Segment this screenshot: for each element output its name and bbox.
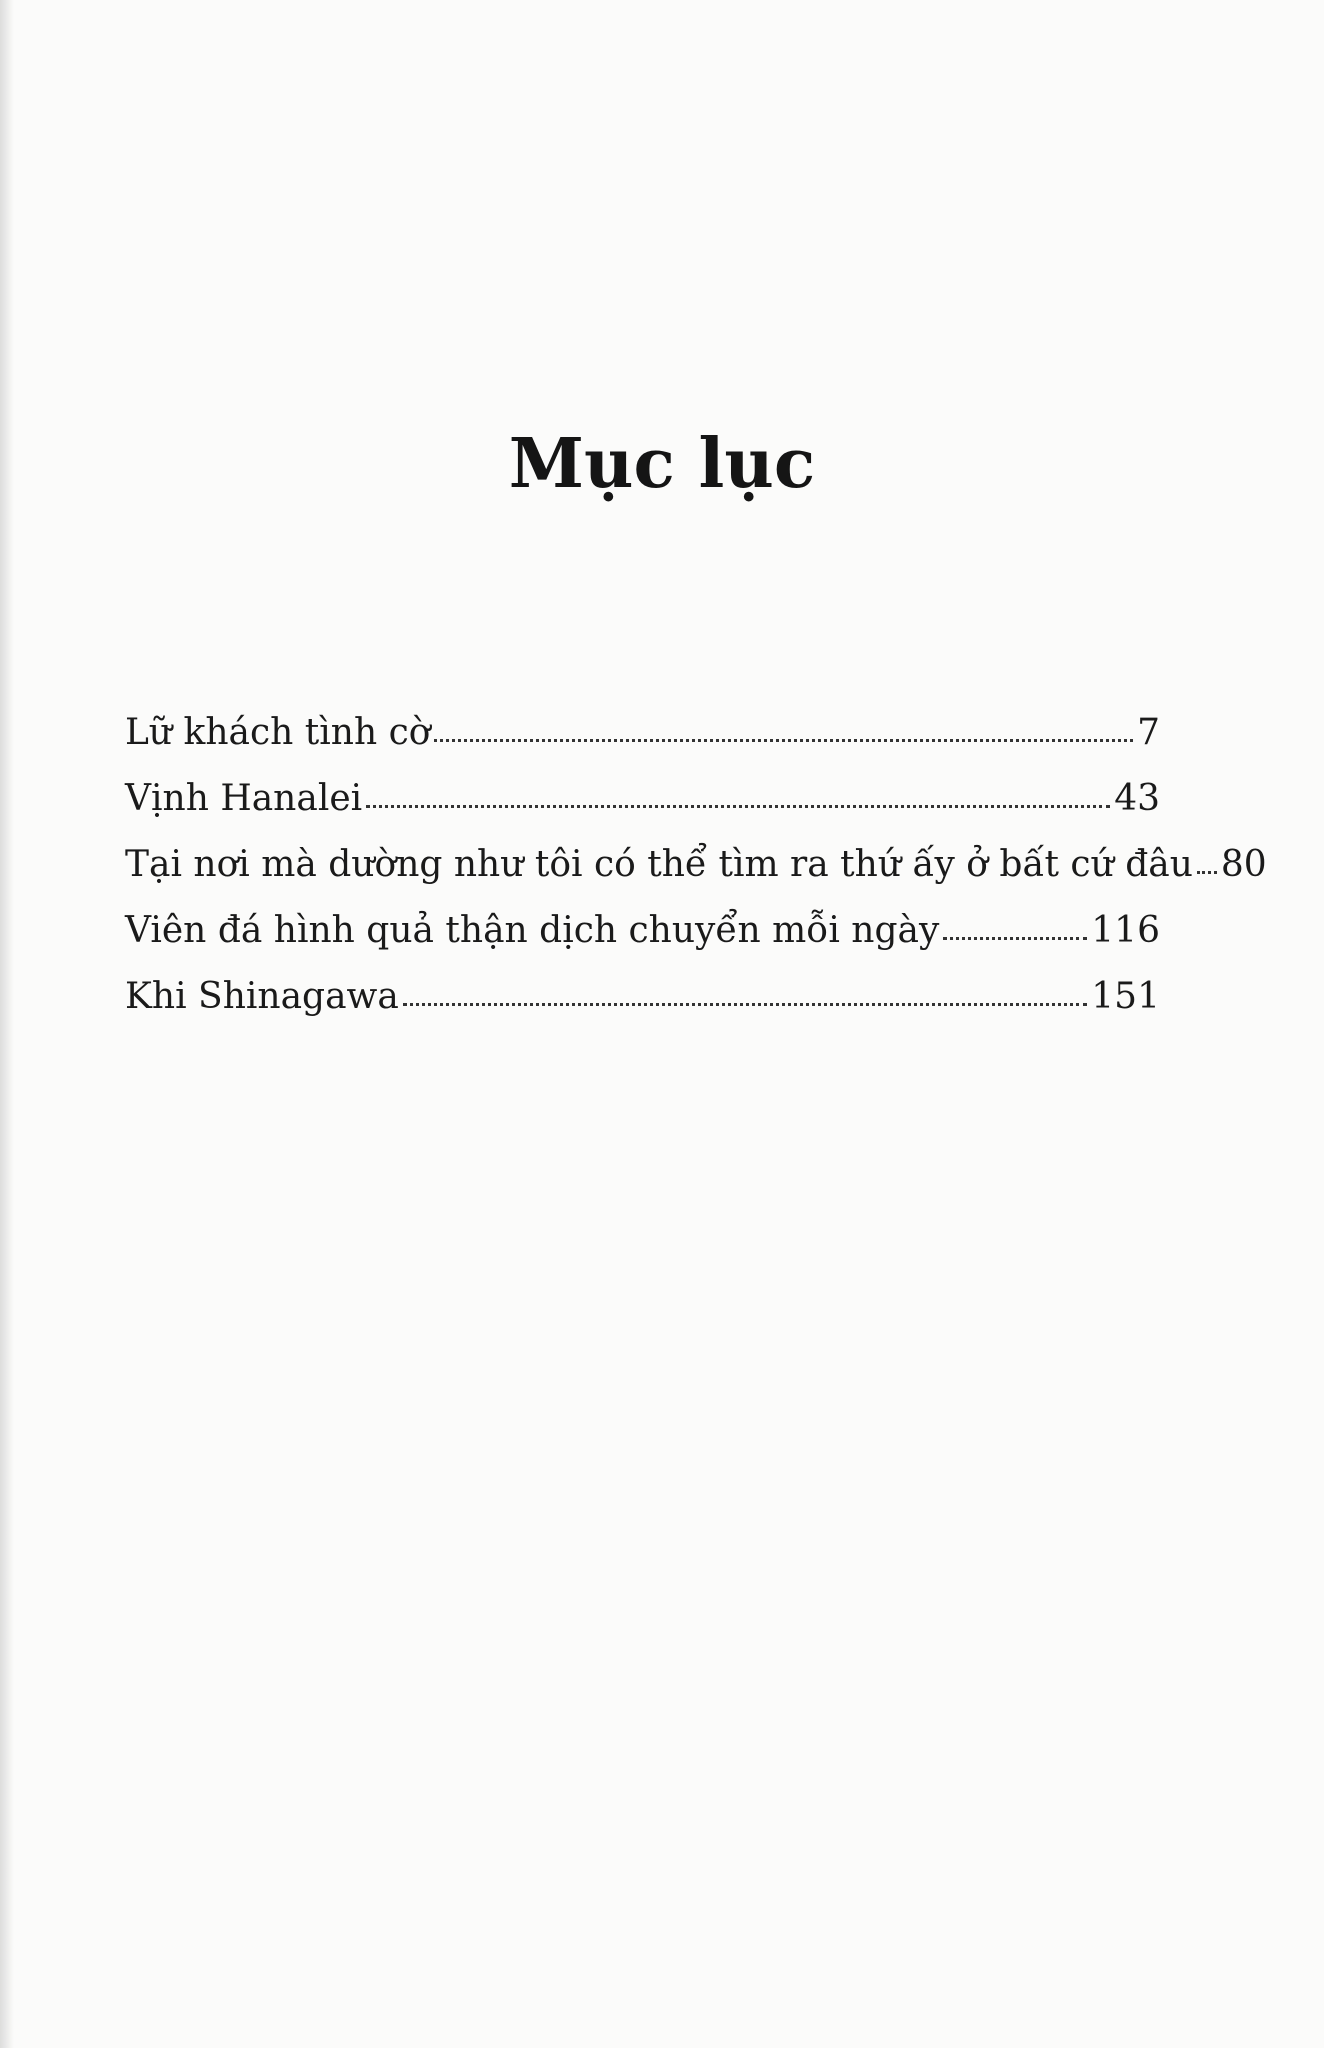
dot-leader: [1197, 868, 1217, 874]
dot-leader: [403, 1000, 1087, 1006]
toc-entry: [125, 832, 1267, 898]
toc-page-number: 80: [1220, 844, 1267, 885]
dot-leader: [434, 736, 1133, 742]
toc-entry-title: Vịnh Hanalei: [125, 778, 363, 819]
toc-entry: [125, 898, 1160, 964]
toc-page-number: 151: [1091, 976, 1160, 1017]
toc-entry: [125, 964, 1160, 1030]
toc-page-number: 43: [1114, 778, 1160, 819]
toc-page-number: 7: [1137, 712, 1160, 753]
toc-entry-title: Viên đá hình quả thận dịch chuyển mỗi ngày: [125, 910, 940, 951]
toc-entry-title: Khi Shinagawa: [125, 976, 399, 1017]
toc-entry-title: Tại nơi mà dường như tôi có thể tìm ra thứ ấy ở bất cứ đâu: [125, 844, 1193, 885]
page-edge-shadow: [0, 0, 14, 2048]
dot-leader: [943, 934, 1087, 940]
table-of-contents: [125, 700, 1267, 1030]
toc-entry: [125, 766, 1160, 832]
toc-page-number: 116: [1091, 910, 1160, 951]
toc-entry: [125, 700, 1160, 766]
dot-leader: [366, 802, 1110, 808]
toc-entry-title: Lữ khách tình cờ: [125, 712, 431, 753]
page-title: Mục lục: [508, 424, 816, 504]
